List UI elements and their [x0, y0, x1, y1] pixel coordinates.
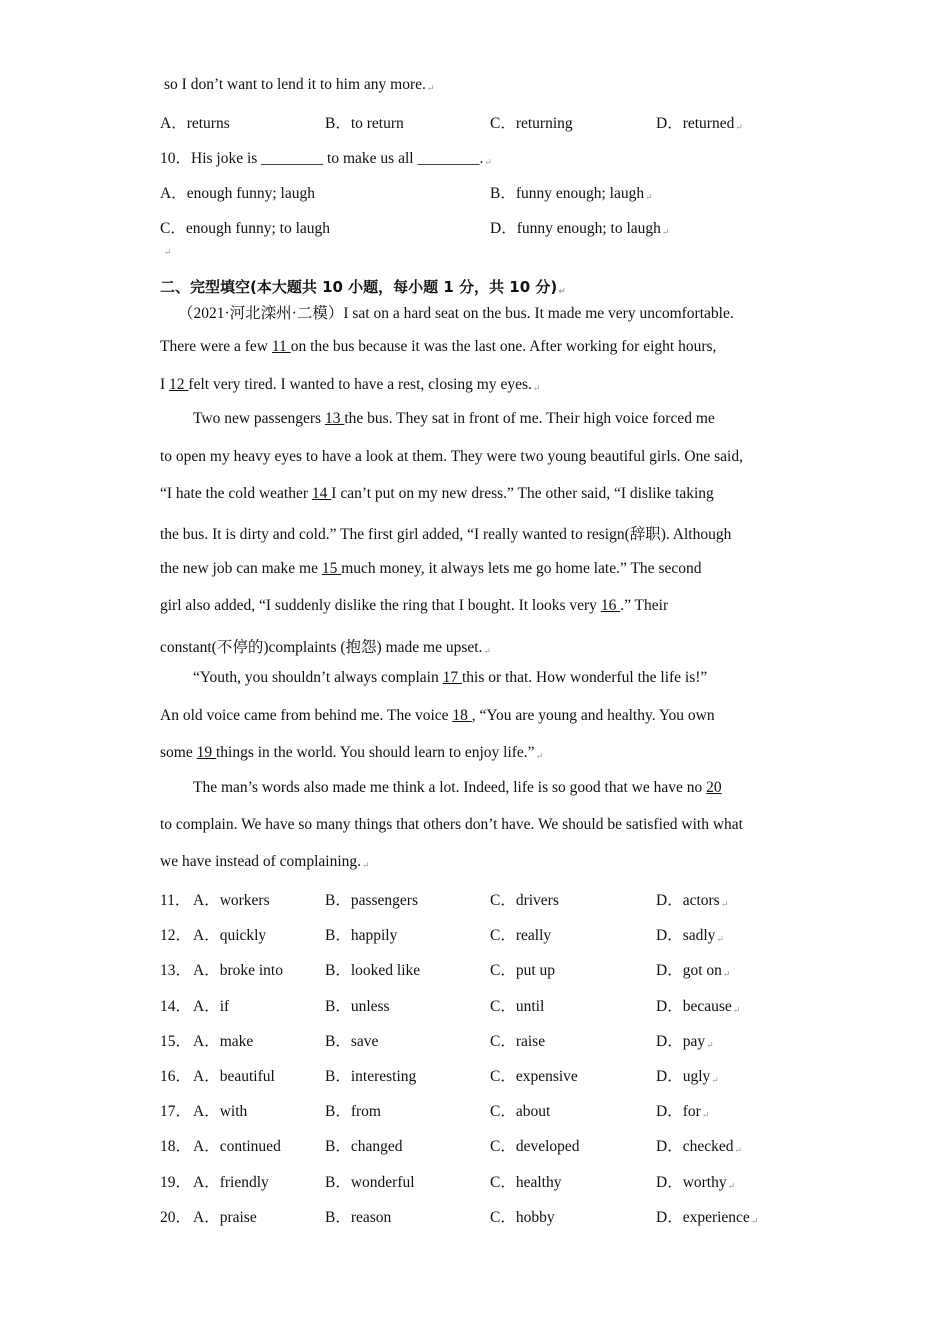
- option-b: B．looked like: [325, 962, 421, 979]
- option-a: A．quickly: [193, 927, 267, 944]
- question-number: 18．: [160, 1138, 192, 1155]
- option-a: A．workers: [193, 892, 270, 909]
- option-d: D．checked↵: [656, 1138, 743, 1155]
- passage-line: to open my heavy eyes to have a look at them. They were two young beautiful girls. One said,: [160, 448, 743, 465]
- option-c: C．drivers: [490, 892, 559, 909]
- blank-16: 16: [600, 597, 621, 614]
- paragraph-mark-icon: ↵: [426, 83, 435, 93]
- paragraph-mark-icon: ↵: [732, 1005, 741, 1015]
- option-c: C．hobby: [490, 1209, 555, 1226]
- option-a: A．if: [193, 998, 230, 1015]
- passage-line: An old voice came from behind me. The voice 18 , “You are young and healthy. You own: [160, 707, 715, 724]
- source-label: （2021·河北滦州·二模）: [178, 305, 344, 322]
- section-title: 二、完型填空(本大题共 10 小题，每小题 1 分，共 10 分)↵: [160, 278, 566, 297]
- question-number: 17．: [160, 1103, 192, 1120]
- option-d: D．pay↵: [656, 1033, 714, 1050]
- question-number: 13．: [160, 962, 192, 979]
- option-c: C．really: [490, 927, 552, 944]
- paragraph-mark-icon: ↵: [661, 227, 670, 237]
- paragraph-mark-icon: ↵: [532, 383, 541, 393]
- question-number: 19．: [160, 1174, 192, 1191]
- option-b: B．happily: [325, 927, 398, 944]
- paragraph-mark-icon: ↵: [720, 899, 729, 909]
- option-a: A．friendly: [193, 1174, 269, 1191]
- paragraph-mark-icon: ↵: [735, 122, 743, 132]
- paragraph-mark-icon: ↵: [484, 157, 492, 167]
- option-a: A．praise: [193, 1209, 257, 1226]
- paragraph-mark-icon: ↵: [558, 287, 566, 297]
- q9-option-a: A．returns: [160, 115, 230, 132]
- option-d: D．sadly↵: [656, 927, 724, 944]
- passage-line: （2021·河北滦州·二模）I sat on a hard seat on the bus. It made me very uncomfortable.: [178, 305, 734, 322]
- option-b: B．passengers: [325, 892, 418, 909]
- question-number: 11．: [160, 892, 191, 909]
- option-b: B．wonderful: [325, 1174, 415, 1191]
- passage-line: constant(不停的)complaints (抱怨) made me upset.↵: [160, 639, 491, 656]
- passage-line: There were a few 11 on the bus because it was the last one. After working for eight hours,: [160, 338, 717, 355]
- option-d: D．for↵: [656, 1103, 710, 1120]
- blank-15: 15: [321, 560, 342, 577]
- passage-line: “Youth, you shouldn’t always complain 17 this or that. How wonderful the life is!”: [193, 669, 708, 686]
- q10-option-b: B．funny enough; laugh↵: [490, 185, 653, 202]
- passage-line: I 12 felt very tired. I wanted to have a rest, closing my eyes.↵: [160, 376, 541, 393]
- option-b: B．save: [325, 1033, 379, 1050]
- paragraph-mark-icon: ↵: [722, 969, 731, 979]
- option-c: C．about: [490, 1103, 551, 1120]
- blank-20: 20: [706, 779, 722, 796]
- q10-option-c: C．enough funny; to laugh: [160, 220, 331, 237]
- blank-14: 14: [311, 485, 332, 502]
- question-number: 16．: [160, 1068, 192, 1085]
- question-number: 14．: [160, 998, 192, 1015]
- option-c: C．developed: [490, 1138, 580, 1155]
- paragraph-mark-icon: ↵: [535, 751, 544, 761]
- paragraph-mark-icon: ↵: [483, 646, 491, 656]
- paragraph-mark-icon: ↵: [716, 934, 724, 944]
- q10-option-d: D．funny enough; to laugh↵: [490, 220, 670, 237]
- passage-line: some 19 things in the world. You should learn to enjoy life.”↵: [160, 744, 544, 761]
- option-c: C．until: [490, 998, 545, 1015]
- passage-line: girl also added, “I suddenly dislike the ring that I bought. It looks very 16 .” Their: [160, 597, 669, 614]
- blank-11: 11: [271, 338, 291, 355]
- q10-option-a: A．enough funny; laugh: [160, 185, 315, 202]
- passage-line: “I hate the cold weather 14 I can’t put on my new dress.” The other said, “I dislike taking: [160, 485, 714, 502]
- option-c: C．healthy: [490, 1174, 562, 1191]
- blank-12: 12: [169, 376, 189, 393]
- paragraph-mark-icon: ↵: [362, 860, 370, 870]
- paragraph-mark-icon: ↵: [701, 1110, 710, 1120]
- passage-line: to complain. We have so many things that others don’t have. We should be satisfied with what: [160, 816, 743, 833]
- option-c: C．expensive: [490, 1068, 578, 1085]
- paragraph-mark-icon: ↵: [645, 192, 653, 202]
- empty-paragraph-mark-icon: ↵: [164, 247, 172, 257]
- passage-line: the new job can make me 15 much money, it always lets me go home late.” The second: [160, 560, 702, 577]
- option-b: B．reason: [325, 1209, 392, 1226]
- q10-stem: 10．His joke is ________ to make us all ________.↵: [160, 150, 492, 167]
- blank-19: 19: [196, 744, 216, 761]
- option-c: C．raise: [490, 1033, 546, 1050]
- option-a: A．with: [193, 1103, 248, 1120]
- option-a: A．make: [193, 1033, 254, 1050]
- q9-stem-tail: so I don’t want to lend it to him any more.↵: [164, 76, 435, 93]
- q9-option-b: B．to return: [325, 115, 404, 132]
- blank-17: 17: [442, 669, 462, 686]
- option-d: D．ugly↵: [656, 1068, 719, 1085]
- option-b: B．changed: [325, 1138, 403, 1155]
- q9-option-c: C．returning: [490, 115, 573, 132]
- passage-line: Two new passengers 13 the bus. They sat in front of me. Their high voice forced me: [193, 410, 715, 427]
- blank-18: 18: [452, 707, 472, 724]
- blank-13: 13: [324, 410, 345, 427]
- option-b: B．interesting: [325, 1068, 417, 1085]
- option-a: A．beautiful: [193, 1068, 275, 1085]
- question-number: 12．: [160, 927, 192, 944]
- passage-line: the bus. It is dirty and cold.” The first girl added, “I really wanted to resign(辞职). Although: [160, 526, 732, 543]
- option-a: A．broke into: [193, 962, 283, 979]
- paragraph-mark-icon: ↵: [734, 1145, 743, 1155]
- question-number: 15．: [160, 1033, 192, 1050]
- option-c: C．put up: [490, 962, 556, 979]
- question-number: 20．: [160, 1209, 192, 1226]
- passage-line: The man’s words also made me think a lot. Indeed, life is so good that we have no 20: [193, 779, 722, 796]
- option-b: B．unless: [325, 998, 390, 1015]
- paragraph-mark-icon: ↵: [750, 1216, 759, 1226]
- paragraph-mark-icon: ↵: [706, 1040, 714, 1050]
- option-d: D．worthy↵: [656, 1174, 736, 1191]
- option-d: D．actors↵: [656, 892, 729, 909]
- option-d: D．because↵: [656, 998, 741, 1015]
- q9-option-d: D．returned↵: [656, 115, 743, 132]
- passage-line: we have instead of complaining.↵: [160, 853, 370, 870]
- option-d: D．experience↵: [656, 1209, 759, 1226]
- option-b: B．from: [325, 1103, 381, 1120]
- option-d: D．got on↵: [656, 962, 731, 979]
- paragraph-mark-icon: ↵: [711, 1075, 719, 1085]
- paragraph-mark-icon: ↵: [727, 1181, 736, 1191]
- option-a: A．continued: [193, 1138, 281, 1155]
